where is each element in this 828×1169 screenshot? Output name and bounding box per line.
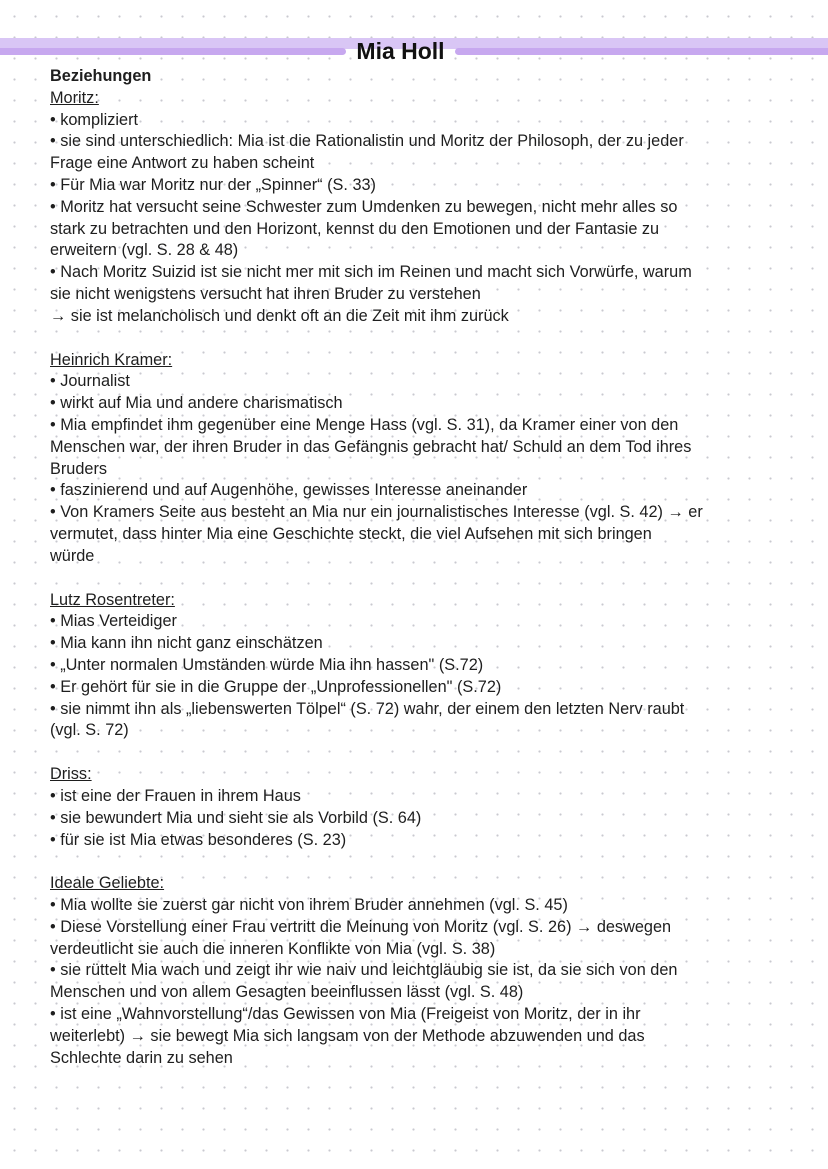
note-line: stark zu betrachten und den Horizont, kennst du den Emotionen und der Fantasie zu [50, 219, 660, 238]
spacer [50, 328, 790, 350]
note-line: → sie ist melancholisch und denkt oft an die Zeit mit ihm zurück [50, 306, 509, 325]
section-title: Heinrich Kramer: [50, 350, 173, 369]
note-line: • ist eine der Frauen in ihrem Haus [50, 786, 301, 805]
note-line: • ist eine „Wahnvorstellung“/das Gewissen von Mia (Freigeist von Moritz, der in ihr [50, 1005, 641, 1024]
header-line-right [455, 48, 828, 55]
section-title: Driss: [50, 765, 92, 784]
note-line: • faszinierend und auf Augenhöhe, gewisses Interesse aneinander [50, 481, 528, 500]
spacer [50, 568, 790, 590]
note-line: • sie nimmt ihn als „liebenswerten Tölpel“ (S. 72) wahr, der einem den letzten Nerv raubt [50, 699, 685, 718]
note-line: • Für Mia war Moritz nur der „Spinner“ (S. 33) [50, 175, 376, 194]
note-line: (vgl. S. 72) [50, 721, 129, 740]
note-line: • Mias Verteidiger [50, 612, 177, 631]
note-line: erweitern (vgl. S. 28 & 48) [50, 241, 239, 260]
note-line: • sie bewundert Mia und sieht sie als Vorbild (S. 64) [50, 808, 422, 827]
note-line: • Mia kann ihn nicht ganz einschätzen [50, 634, 323, 653]
note-line: Menschen war, der ihren Bruder in das Gefängnis gebracht hat/ Schuld an dem Tod ihres [50, 437, 692, 456]
section-driss [50, 764, 790, 851]
note-line: • sie sind unterschiedlich: Mia ist die Rationalistin und Moritz der Philosoph, der zu jeder [50, 132, 684, 151]
section-title: Moritz: [50, 88, 99, 107]
note-line: • sie rüttelt Mia wach und zeigt ihr wie naiv und leichtgläubig sie ist, da sie sich von den [50, 961, 678, 980]
note-line: vermutet, dass hinter Mia eine Geschichte steckt, die viel Aufsehen mit sich bringen [50, 524, 652, 543]
section-ideale-geliebte [50, 873, 790, 1069]
note-line: • wirkt auf Mia und andere charismatisch [50, 394, 343, 413]
note-line: • Journalist [50, 372, 130, 391]
note-line: weiterlebt) → sie bewegt Mia sich langsam von der Methode abzuwenden und das [50, 1026, 645, 1045]
title-header [0, 34, 828, 70]
spacer [50, 851, 790, 873]
section-heading: Beziehungen [50, 67, 152, 85]
note-line: • Er gehört für sie in die Gruppe der „Unprofessionellen" (S.72) [50, 677, 502, 696]
notes-content [50, 66, 790, 1069]
section-title: Lutz Rosentreter: [50, 590, 175, 609]
note-line: • kompliziert [50, 110, 139, 129]
section-heinrich-kramer [50, 350, 790, 568]
page-title: Mia Holl [356, 38, 445, 64]
section-title: Ideale Geliebte: [50, 874, 165, 893]
note-line: • Von Kramers Seite aus besteht an Mia nur ein journalistisches Interesse (vgl. S. 42) → er [50, 503, 703, 522]
note-line: Bruders [50, 459, 108, 478]
note-line: • „Unter normalen Umständen würde Mia ihn hassen" (S.72) [50, 655, 484, 674]
note-line: • Moritz hat versucht seine Schwester zum Umdenken zu bewegen, nicht mehr alles so [50, 197, 678, 216]
section-lutz-rosentreter [50, 590, 790, 743]
header-line-left [0, 48, 346, 55]
note-line: sie nicht wenigstens versucht hat ihren Bruder zu verstehen [50, 284, 481, 303]
note-line: • Nach Moritz Suizid ist sie nicht mer mit sich im Reinen und macht sich Vorwürfe, warum [50, 263, 692, 282]
note-line: würde [50, 546, 95, 565]
note-line: Menschen und von allem Gesagten beeinflussen lässt (vgl. S. 48) [50, 983, 524, 1002]
note-line: • für sie ist Mia etwas besonderes (S. 23) [50, 830, 347, 849]
note-line: Schlechte darin zu sehen [50, 1048, 233, 1067]
note-line: Frage eine Antwort zu haben scheint [50, 154, 315, 173]
note-line: • Mia wollte sie zuerst gar nicht von ihrem Bruder annehmen (vgl. S. 45) [50, 896, 568, 915]
note-line: • Diese Vorstellung einer Frau vertritt die Meinung von Moritz (vgl. S. 26) → deswegen [50, 917, 672, 936]
section-moritz [50, 88, 790, 328]
note-line: verdeutlicht sie auch die inneren Konflikte von Mia (vgl. S. 38) [50, 939, 496, 958]
spacer [50, 742, 790, 764]
note-line: • Mia empfindet ihm gegenüber eine Menge Hass (vgl. S. 31), da Kramer einer von den [50, 415, 679, 434]
